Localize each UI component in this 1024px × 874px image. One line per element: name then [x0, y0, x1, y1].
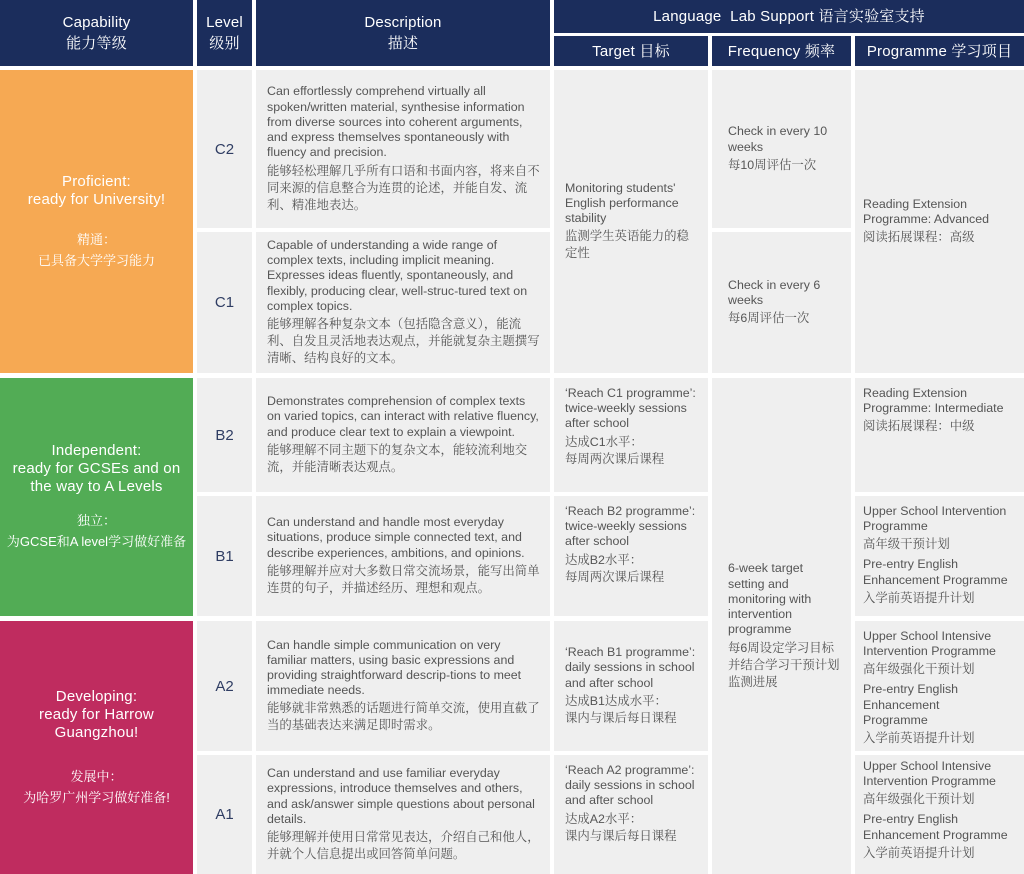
- description-a1-en: Can understand and use familiar everyday expressions, introduce themselves and others, and ask/answer simple questions about personal details.: [267, 766, 535, 826]
- description-b1: [256, 496, 550, 616]
- group-proficient-zh: 精通： 已具备大学学习能力: [37, 231, 155, 268]
- programme-a2: [855, 621, 1024, 751]
- programme-a2-item1-zh: 高年级强化干预计划: [863, 662, 975, 677]
- level-c2: [197, 70, 252, 228]
- header-description: [256, 0, 550, 66]
- programme-a2-item2-en: Pre-entry English Enhancement Programme: [863, 682, 959, 727]
- programme-a1: [855, 755, 1024, 874]
- description-a2: [256, 621, 550, 751]
- target-b1: [554, 496, 708, 616]
- target-c-levels-en: Monitoring students' English performance stability: [565, 180, 679, 226]
- frequency-c1: [712, 232, 851, 373]
- header-capability: [0, 0, 193, 66]
- level-a2: [197, 621, 252, 751]
- level-c2-label: C2: [214, 140, 235, 158]
- level-c1-label: C1: [214, 294, 235, 311]
- header-capability-zh: 能力等级: [66, 35, 127, 52]
- target-c-levels: [554, 70, 708, 373]
- frequency-b-a-levels-en: 6-week target setting and monitoring with intervention programme: [728, 561, 812, 637]
- programme-a2-item1-en: Upper School Intensive Intervention Programme: [863, 629, 996, 659]
- programme-a1-item2-zh: 入学前英语提升计划: [863, 845, 975, 860]
- frequency-c2-en: Check in every 10 weeks: [728, 124, 828, 154]
- group-proficient: [0, 70, 193, 373]
- programme-a1-item1-en: Upper School Intensive Intervention Programme: [863, 759, 996, 789]
- description-b2-zh: 能够理解不同主题下的复杂文本，能较流利地交流，并能清晰表达观点。: [267, 442, 528, 474]
- header-target-label: Target 目标: [592, 42, 670, 60]
- target-a2: [554, 621, 708, 751]
- level-b1: [197, 496, 252, 616]
- target-c-levels-zh: 监测学生英语能力的稳定性: [565, 229, 689, 261]
- description-a1: [256, 755, 550, 874]
- description-c2-en: Can effortlessly comprehend virtually all spoken/written material, synthesise information from diverse sources into coherent arguments, and express themselves spontaneously with fluency and precision.: [267, 84, 525, 160]
- programme-b2: [855, 378, 1024, 492]
- target-a1-en: ‘Reach A2 programme’: daily sessions in school and after school: [565, 763, 695, 808]
- header-target: [554, 36, 708, 66]
- target-b1-en: ‘Reach B2 programme’: twice-weekly sessions after school: [565, 504, 696, 549]
- target-a2-zh: 达成B1达成水平： 课内与课后每日课程: [565, 693, 677, 725]
- header-level-zh: 级别: [209, 35, 240, 52]
- description-b2: [256, 378, 550, 492]
- programme-b1: [855, 496, 1024, 616]
- description-b1-en: Can understand and handle most everyday situations, produce simple connected text, and describe experiences, ambitions, and opinions.: [267, 515, 525, 560]
- description-b2-en: Demonstrates comprehension of complex texts on varied topics, can interact with relative fluency, and produce clear text to explain a viewpoint.: [267, 394, 539, 439]
- level-c1: [197, 232, 252, 373]
- group-proficient-en: Proficient: ready for University!: [27, 172, 166, 208]
- group-independent-en: Independent: ready for GCSEs and on the way to A Levels: [12, 442, 181, 495]
- programme-a2-item2-zh: 入学前英语提升计划: [863, 731, 975, 746]
- programme-b2-zh: 阅读拓展课程：中级: [863, 419, 975, 434]
- programme-b2-en: Reading Extension Programme: Intermediate: [863, 386, 1004, 416]
- level-b2-label: B2: [215, 426, 234, 444]
- frequency-c1-zh: 每6周评估一次: [728, 311, 810, 326]
- description-a2-en: Can handle simple communication on very familiar matters, using basic expressions and providing straightforward descrip-tions to meet immediate needs.: [267, 637, 522, 698]
- programme-a1-item1-zh: 高年级强化干预计划: [863, 792, 975, 807]
- group-independent: [0, 378, 193, 616]
- programme-a1-item2-en: Pre-entry English Enhancement Programme: [863, 812, 1008, 842]
- description-c2-zh: 能够轻松理解几乎所有口语和书面内容，将来自不同来源的信息整合为连贯的论述，并能自发、流利、精准地表达。: [267, 163, 540, 212]
- description-c1-en: Capable of understanding a wide range of complex texts, including implicit meaning. Expresses ideas fluently, spontaneously, and flexibly, producing clear, well-struc-tured text on complex topics.: [267, 237, 528, 313]
- programme-b1-item1-zh: 高年级干预计划: [863, 537, 950, 552]
- level-b1-label: B1: [215, 547, 234, 565]
- group-independent-zh: 独立： 为GCSE和A level学习做好准备: [6, 513, 187, 549]
- header-programme: [855, 36, 1024, 66]
- level-a1-label: A1: [215, 806, 234, 823]
- programme-b1-item2-en: Pre-entry English Enhancement Programme: [863, 557, 1008, 587]
- target-b1-zh: 达成B2水平： 每周两次课后课程: [565, 552, 665, 584]
- frequency-c2: [712, 70, 851, 228]
- programme-b1-item2-zh: 入学前英语提升计划: [863, 590, 975, 605]
- group-developing: [0, 621, 193, 874]
- header-level: [197, 0, 252, 66]
- header-capability-en: Capability: [62, 14, 131, 31]
- programme-c-levels-en: Reading Extension Programme: Advanced: [863, 196, 990, 226]
- programme-b1-item1-en: Upper School Intervention Programme: [863, 504, 1007, 534]
- target-a1: [554, 755, 708, 874]
- description-c1: [256, 232, 550, 373]
- description-b1-zh: 能够理解并应对大多数日常交流场景，能写出简单连贯的句子，并描述经历、理想和观点。: [267, 563, 540, 595]
- target-b2-en: ‘Reach C1 programme’: twice-weekly sessions after school: [565, 386, 696, 431]
- description-a2-zh: 能够就非常熟悉的话题进行简单交流，使用直截了当的基础表达来满足即时需求。: [267, 701, 540, 733]
- frequency-c2-zh: 每10周评估一次: [728, 157, 817, 172]
- group-developing-zh: 发展中： 为哈罗广州学习做好准备!: [23, 768, 170, 805]
- level-a1: [197, 755, 252, 874]
- frequency-b-a-levels-zh: 每6周设定学习目标并结合学习干预计划监测进展: [728, 640, 840, 689]
- header-description-en: Description: [364, 14, 442, 31]
- header-level-en: Level: [206, 14, 243, 31]
- programme-c-levels-zh: 阅读拓展课程：高级: [863, 230, 975, 245]
- header-support: [554, 0, 1024, 33]
- level-a2-label: A2: [215, 677, 234, 695]
- frequency-c1-en: Check in every 6 weeks: [728, 277, 821, 307]
- target-a1-zh: 达成A2水平： 课内与课后每日课程: [565, 811, 677, 843]
- programme-c-levels: [855, 70, 1024, 373]
- frequency-b-a-levels: [712, 378, 851, 874]
- target-b2-zh: 达成C1水平： 每周两次课后课程: [565, 434, 665, 466]
- description-a1-zh: 能够理解并使用日常常见表达，介绍自己和他人，并就个人信息提出或回答简单问题。: [267, 829, 540, 861]
- header-description-zh: 描述: [387, 35, 419, 52]
- level-b2: [197, 378, 252, 492]
- description-c1-zh: 能够理解各种复杂文本（包括隐含意义），能流利、自发且灵活地表达观点，并能就复杂主题撰写清晰、结构良好的文本。: [267, 317, 540, 365]
- target-b2: [554, 378, 708, 492]
- description-c2: [256, 70, 550, 228]
- header-frequency: [712, 36, 851, 66]
- header-frequency-label: Frequency 频率: [727, 42, 836, 60]
- header-support-label: Language Lab Support 语言实验室支持: [653, 8, 925, 25]
- group-developing-en: Developing: ready for Harrow Guangzhou!: [39, 687, 154, 741]
- header-programme-label: Programme 学习项目: [866, 42, 1013, 60]
- target-a2-en: ‘Reach B1 programme’: daily sessions in school and after school: [565, 645, 696, 690]
